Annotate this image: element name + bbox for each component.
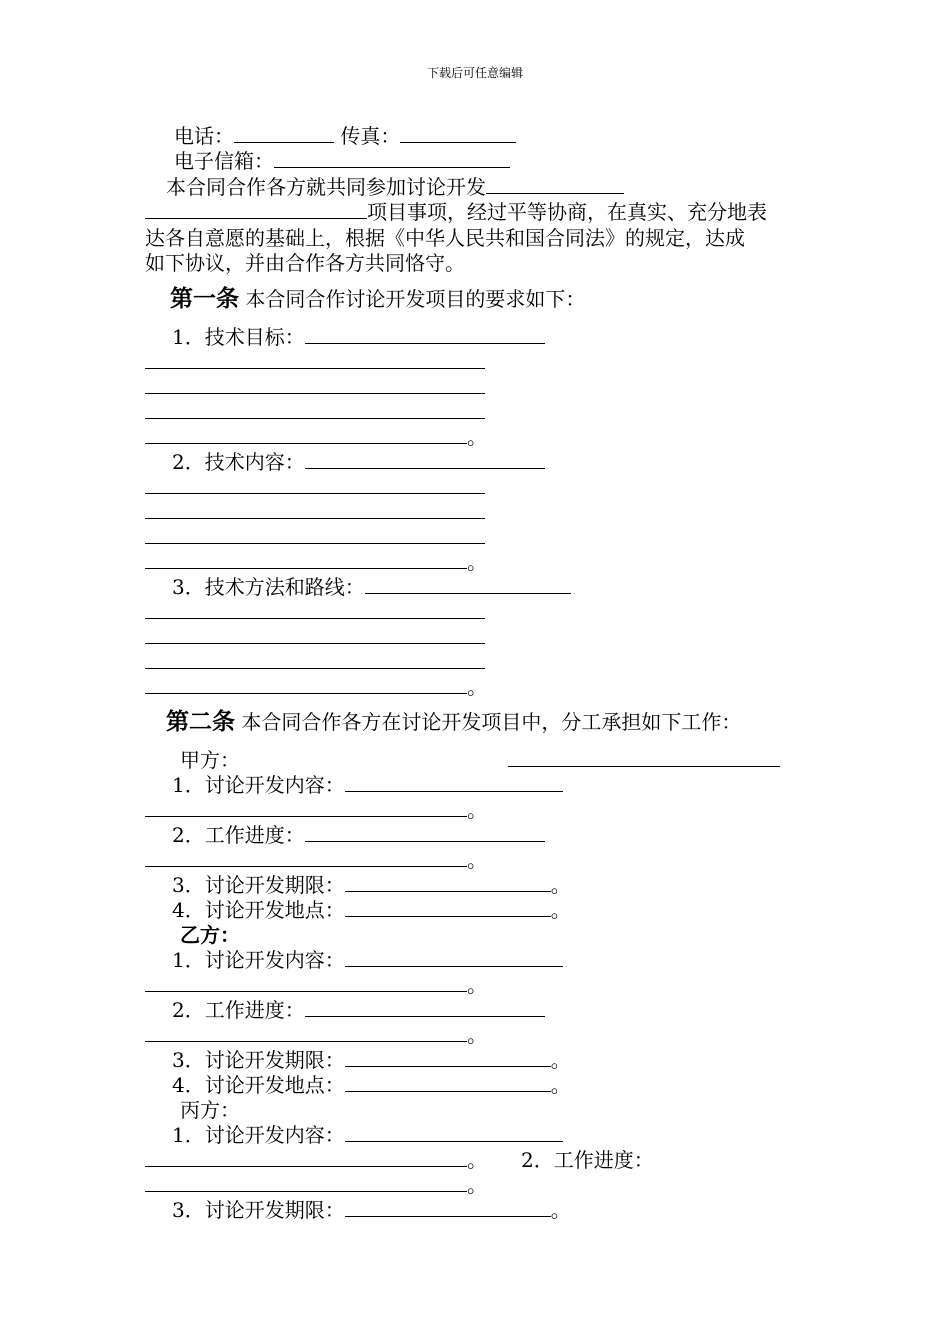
preamble-line-2: [145, 200, 767, 224]
phone-fax-line: [174, 124, 516, 148]
email-label: 电子信箱：: [174, 149, 274, 173]
a-item-progress: 2．工作进度：: [172, 823, 545, 847]
preamble-text-2: 项目事项，经过平等协商，在真实、充分地表: [367, 200, 767, 224]
a1-item-2-blank: [305, 450, 545, 469]
phone-blank: [234, 124, 334, 143]
article-1-heading: [170, 287, 585, 311]
blank-line-end: 。: [145, 550, 487, 574]
blank-line: [145, 625, 485, 649]
a1-item-1-label: 1．技术目标：: [172, 325, 305, 349]
preamble-line-3: 达各自意愿的基础上，根据《中华人民共和国合同法》的规定，达成: [145, 226, 745, 250]
blank-line: [145, 525, 485, 549]
b-item-content: 1．讨论开发内容：: [172, 948, 563, 972]
blank-line-end: 。: [145, 798, 487, 822]
blank-line: [145, 350, 485, 374]
blank-line-end: 。: [145, 425, 487, 449]
fax-label: 传真：: [340, 124, 401, 148]
email-line: [174, 149, 510, 173]
project-name-blank-2: [145, 200, 367, 219]
blank-line: [145, 650, 485, 674]
party-b-label: 乙方：: [180, 923, 240, 947]
phone-label: 电话：: [174, 124, 234, 148]
b-item-period: 3．讨论开发期限： 。: [172, 1048, 571, 1072]
a1-item-1-blank: [305, 325, 545, 344]
a1-item-2-label: 2．技术内容：: [172, 450, 305, 474]
a1-item-2: [172, 450, 545, 474]
article-1-text: 本合同合作讨论开发项目的要求如下：: [245, 287, 586, 311]
fax-blank: [400, 124, 516, 143]
blank-line: [145, 475, 485, 499]
blank-line-end: 。: [145, 973, 487, 997]
a1-item-3-blank: [365, 575, 571, 594]
article-2-number: 第二条: [166, 709, 235, 735]
a-item-period: 3．讨论开发期限： 。: [172, 873, 571, 897]
blank-line: [145, 400, 485, 424]
project-name-blank: [486, 175, 624, 194]
b-item-location: 4．讨论开发地点： 。: [172, 1073, 571, 1097]
party-c-label: 丙方：: [180, 1098, 240, 1122]
article-2-text: 本合同合作各方在讨论开发项目中，分工承担如下工作：: [241, 710, 742, 734]
article-2-heading: [166, 710, 741, 734]
party-a-name-blank: [508, 748, 780, 772]
c-item-progress: 2．工作进度：: [521, 1148, 654, 1172]
a-item-location: 4．讨论开发地点： 。: [172, 898, 571, 922]
a1-item-3-label: 3．技术方法和路线：: [172, 575, 365, 599]
blank-line: [145, 375, 485, 399]
email-blank: [274, 149, 510, 168]
page-header-note: 下载后可任意编辑: [426, 66, 523, 80]
a-item-content: 1．讨论开发内容：: [172, 773, 563, 797]
party-a-label: 甲方：: [180, 748, 240, 772]
blank-line-end: 。: [145, 848, 487, 872]
preamble-line-4: 如下协议，并由合作各方共同恪守。: [145, 251, 465, 275]
a1-item-1: [172, 325, 545, 349]
c-item-period: 3．讨论开发期限： 。: [172, 1198, 571, 1222]
blank-line: [145, 600, 485, 624]
preamble-line-1: [166, 175, 624, 199]
preamble-text-1: 本合同合作各方就共同参加讨论开发: [166, 175, 486, 199]
a1-item-3: [172, 575, 571, 599]
b-item-progress: 2．工作进度：: [172, 998, 545, 1022]
blank-line-end: 。: [145, 1023, 487, 1047]
c-item-content: 1．讨论开发内容：: [172, 1123, 563, 1147]
blank-line-end: 。: [145, 675, 487, 699]
article-1-number: 第一条: [170, 286, 239, 312]
blank-line-end: 。 2．工作进度：: [145, 1148, 654, 1172]
blank-line: [145, 500, 485, 524]
blank-line-end: 。: [145, 1173, 487, 1197]
